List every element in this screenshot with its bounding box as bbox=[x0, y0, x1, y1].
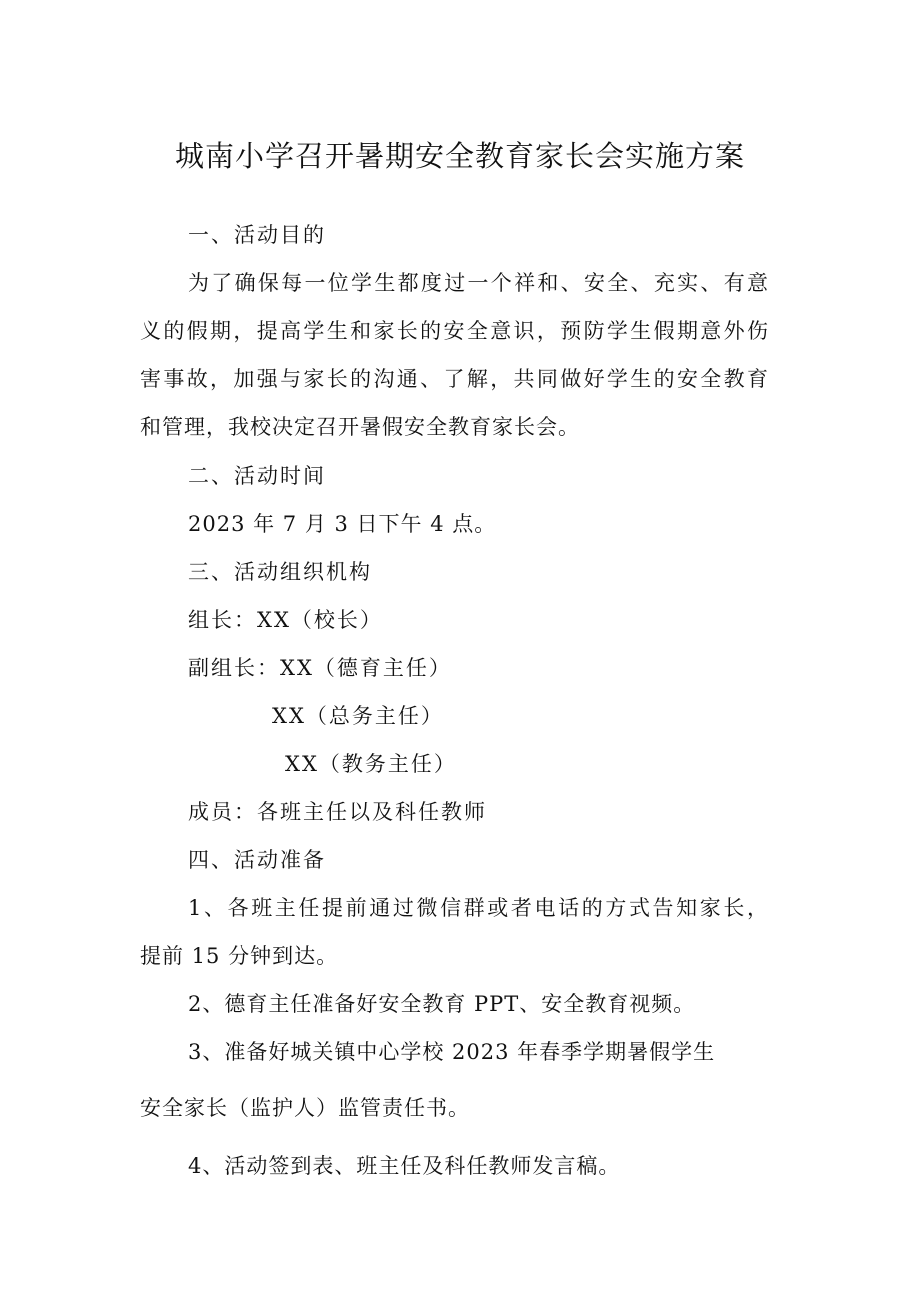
section-heading-purpose: 一、活动目的 bbox=[188, 223, 326, 247]
paragraph-line: 害事故，加强与家长的沟通、了解，共同做好学生的安全教育 bbox=[140, 367, 768, 391]
paragraph-line: 和管理，我校决定召开暑假安全教育家长会。 bbox=[140, 415, 580, 439]
paragraph-line: 为了确保每一位学生都度过一个祥和、安全、充实、有意 bbox=[188, 271, 768, 295]
section-heading-time: 二、活动时间 bbox=[188, 464, 326, 488]
activity-time: 2023 年 7 月 3 日下午 4 点。 bbox=[188, 512, 497, 536]
prep-item-2: 2、德育主任准备好安全教育 PPT、安全教育视频。 bbox=[188, 992, 696, 1016]
prep-item-1: 1、各班主任提前通过微信群或者电话的方式告知家长， bbox=[188, 896, 768, 920]
section-heading-organization: 三、活动组织机构 bbox=[188, 560, 372, 584]
prep-item-3: 3、准备好城关镇中心学校 2023 年春季学期暑假学生 bbox=[188, 1040, 716, 1064]
org-deputy-academic: XX（教务主任） bbox=[285, 752, 457, 776]
org-members: 成员：各班主任以及科任教师 bbox=[188, 800, 487, 824]
paragraph-line: 义的假期，提高学生和家长的安全意识，预防学生假期意外伤 bbox=[140, 319, 768, 343]
org-leader: 组长：XX（校长） bbox=[188, 608, 383, 632]
document-title: 城南小学召开暑期安全教育家长会实施方案 bbox=[174, 139, 745, 173]
prep-item-1-cont: 提前 15 分钟到达。 bbox=[140, 944, 339, 968]
org-deputy-logistics: XX（总务主任） bbox=[272, 704, 444, 728]
prep-item-3-cont: 安全家长（监护人）监管责任书。 bbox=[140, 1096, 470, 1120]
prep-item-4: 4、活动签到表、班主任及科任教师发言稿。 bbox=[188, 1154, 621, 1178]
org-deputy: 副组长：XX（德育主任） bbox=[188, 656, 452, 680]
section-heading-preparation: 四、活动准备 bbox=[188, 848, 326, 872]
